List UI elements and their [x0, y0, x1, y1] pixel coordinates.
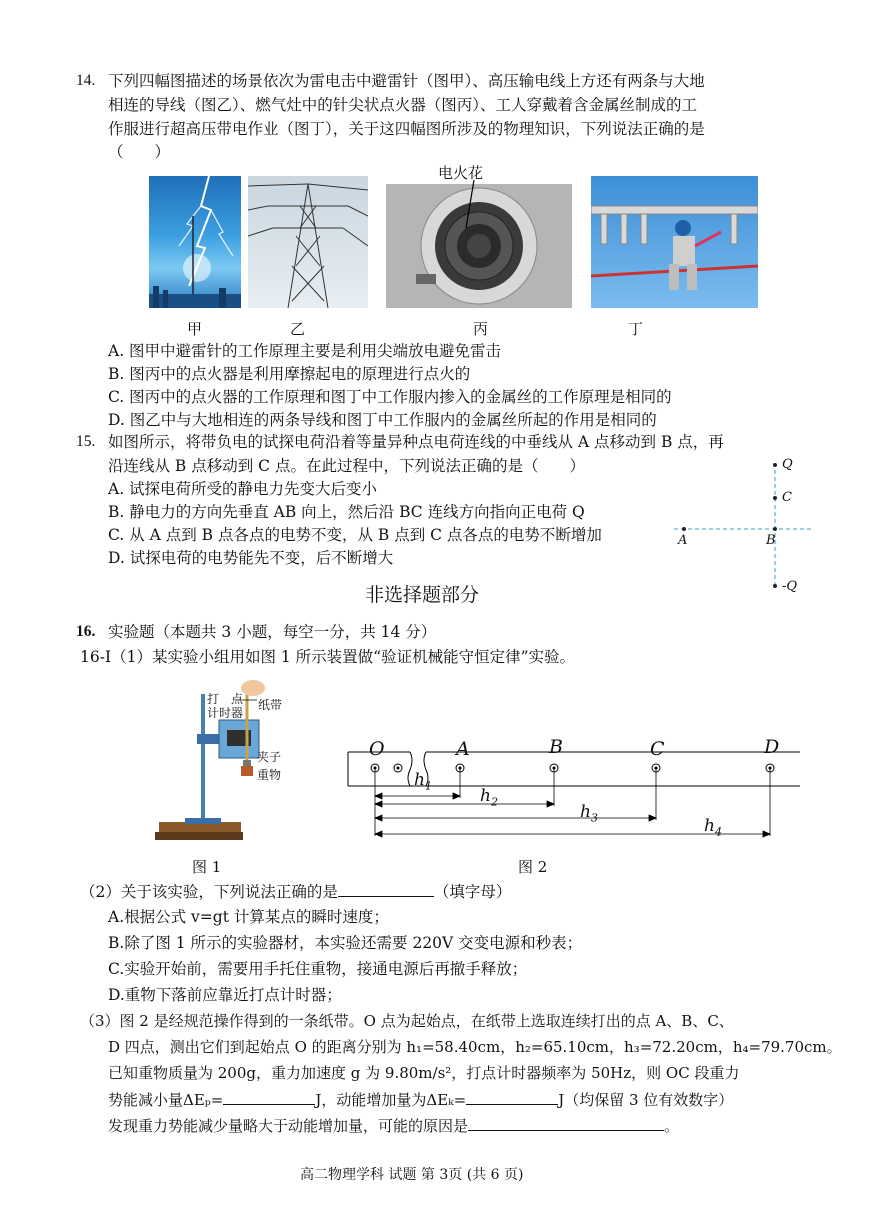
figure1-apparatus	[155, 674, 285, 846]
label-h2: $h_2$	[480, 786, 498, 809]
q14-stem-line1: 下列四幅图描述的场景依次为雷电击中避雷针（图甲）、高压输电线上方还有两条与大地	[108, 72, 705, 90]
answer-blank-ek[interactable]	[466, 1088, 558, 1105]
q14-stem-paren: （ ）	[108, 143, 171, 161]
label-B: B	[766, 533, 776, 548]
section-title: 非选择题部分	[365, 584, 480, 606]
q16-2-line	[80, 880, 511, 903]
q14-stem-line2: 相连的导线（图乙）、燃气灶中的针尖状点火器（图丙）、工人穿戴着含金属丝制成的工	[108, 96, 698, 114]
point-B: B	[549, 736, 563, 758]
lightning-icon	[149, 176, 241, 308]
q14-option-c: C. 图丙中的点火器的工作原理和图丁中工作服内掺入的金属丝的工作原理是相同的	[108, 388, 672, 406]
q14-option-b: B. 图丙中的点火器是利用摩擦起电的原理进行点火的	[108, 365, 471, 383]
q15-stem-line1: 如图所示，将带负电的试探电荷沿着等量异种点电荷连线的中垂线从 A 点移动到 B 点，再	[108, 433, 724, 451]
caption-jia: 甲	[187, 320, 203, 338]
label-A: A	[678, 533, 688, 548]
charge-diagram	[668, 455, 818, 600]
q16-header: 实验题（本题共 3 小题，每空一分，共 14 分）	[108, 623, 437, 641]
spark-pointer-line	[460, 180, 480, 230]
q16-3-line5: 发现重力势能减少量略大于动能增加量，可能的原因是 。	[108, 1114, 679, 1137]
label-weight: 重物	[257, 768, 282, 782]
label-h3: $h_3$	[580, 802, 598, 825]
q15-stem-line2: 沿连线从 B 点移动到 C 点。在此过程中，下列说法正确的是（ ）	[108, 457, 585, 475]
page-footer: 高二物理学科 试题 第 3页 (共 6 页)	[300, 1167, 524, 1183]
q15-option-b: B. 静电力的方向先垂直 AB 向上，然后沿 BC 连线方向指向正电荷 Q	[108, 503, 585, 521]
q16-3-line1: （3）图 2 是经规范操作得到的一条纸带。O 点为起始点，在纸带上选取连续打出的点 A、B、C、	[80, 1012, 734, 1030]
q14-stem-line3: 作服进行超高压带电作业（图丁），关于这四幅图所涉及的物理知识，下列说法正确的是	[108, 120, 705, 138]
photo-power-tower	[248, 176, 368, 308]
q16-3-line2: D 四点，测出它们到起始点 O 的距离分别为 h₁=58.40cm，h₂=65.10cm，h₃=72.20cm，h₄=79.70cm。	[108, 1038, 842, 1056]
q15-number: 15.	[76, 433, 96, 450]
label-C: C	[782, 490, 792, 505]
spark-label: 电火花	[438, 164, 484, 182]
q16-2-suffix: （填字母）	[433, 883, 512, 901]
figure2-caption: 图 2	[518, 858, 548, 876]
q16-3-line3: 已知重物质量为 200g，重力加速度 g 为 9.80m/s²，打点计时器频率为 50Hz，则 OC 段重力	[108, 1064, 740, 1082]
figure2-tape	[340, 738, 800, 848]
q16-2-option-a: A.根据公式 v=gt 计算某点的瞬时速度；	[108, 908, 389, 926]
figure1-caption: 图 1	[192, 858, 222, 876]
q15-option-d: D. 试探电荷的电势能先不变，后不断增大	[108, 549, 394, 567]
label-timer-2: 计时器	[207, 706, 244, 720]
q16-number: 16.	[76, 623, 96, 640]
photo-lightning-rod	[149, 176, 241, 308]
point-A: A	[456, 738, 470, 760]
answer-blank-ep[interactable]	[223, 1088, 315, 1105]
power-tower-icon	[248, 176, 368, 308]
q16-part1: 16-I（1）某实验小组用如图 1 所示装置做“验证机械能守恒定律”实验。	[80, 648, 576, 666]
point-O: O	[369, 738, 385, 760]
caption-ding: 丁	[628, 320, 644, 338]
point-D: D	[764, 736, 780, 758]
label-h1: $h_1$	[414, 770, 432, 793]
q16-2-option-d: D.重物下落前应靠近打点计时器；	[108, 986, 342, 1004]
label-negQ: -Q	[782, 579, 798, 594]
q16-2-option-c: C.实验开始前，需要用手托住重物，接通电源后再撤手释放；	[108, 960, 528, 978]
worker-icon	[591, 176, 758, 308]
caption-bing: 丙	[473, 320, 489, 338]
label-tape: 纸带	[258, 698, 283, 712]
q16-2-text: （2）关于该实验，下列说法正确的是	[80, 883, 338, 901]
q16-2-option-b: B.除了图 1 所示的实验器材，本实验还需要 220V 交变电源和秒表；	[108, 934, 583, 952]
answer-blank-reason[interactable]	[468, 1114, 664, 1131]
label-clip: 夹子	[257, 750, 282, 764]
label-Q: Q	[782, 457, 793, 472]
point-C: C	[650, 738, 665, 760]
q14-option-d: D. 图乙中与大地相连的两条导线和图丁中工作服内的金属丝所起的作用是相同的	[108, 411, 657, 429]
q14-option-a: A. 图甲中避雷针的工作原理主要是利用尖端放电避免雷击	[108, 342, 502, 360]
q14-number: 14.	[76, 72, 96, 89]
q15-option-c: C. 从 A 点到 B 点各点的电势不变，从 B 点到 C 点各点的电势不断增加	[108, 526, 602, 544]
caption-yi: 乙	[290, 320, 306, 338]
q16-3-line4: 势能减小量ΔEₚ= J，动能增加量为ΔEₖ= J（均保留 3 位有效数字）	[108, 1088, 733, 1111]
label-h4: $h_4$	[704, 816, 722, 839]
label-timer-1: 打 点	[207, 692, 244, 706]
answer-blank-q2[interactable]	[338, 880, 434, 897]
tape-diagram	[340, 738, 800, 848]
q15-option-a: A. 试探电荷所受的静电力先变大后变小	[108, 480, 378, 498]
photo-live-line-worker	[591, 176, 758, 308]
